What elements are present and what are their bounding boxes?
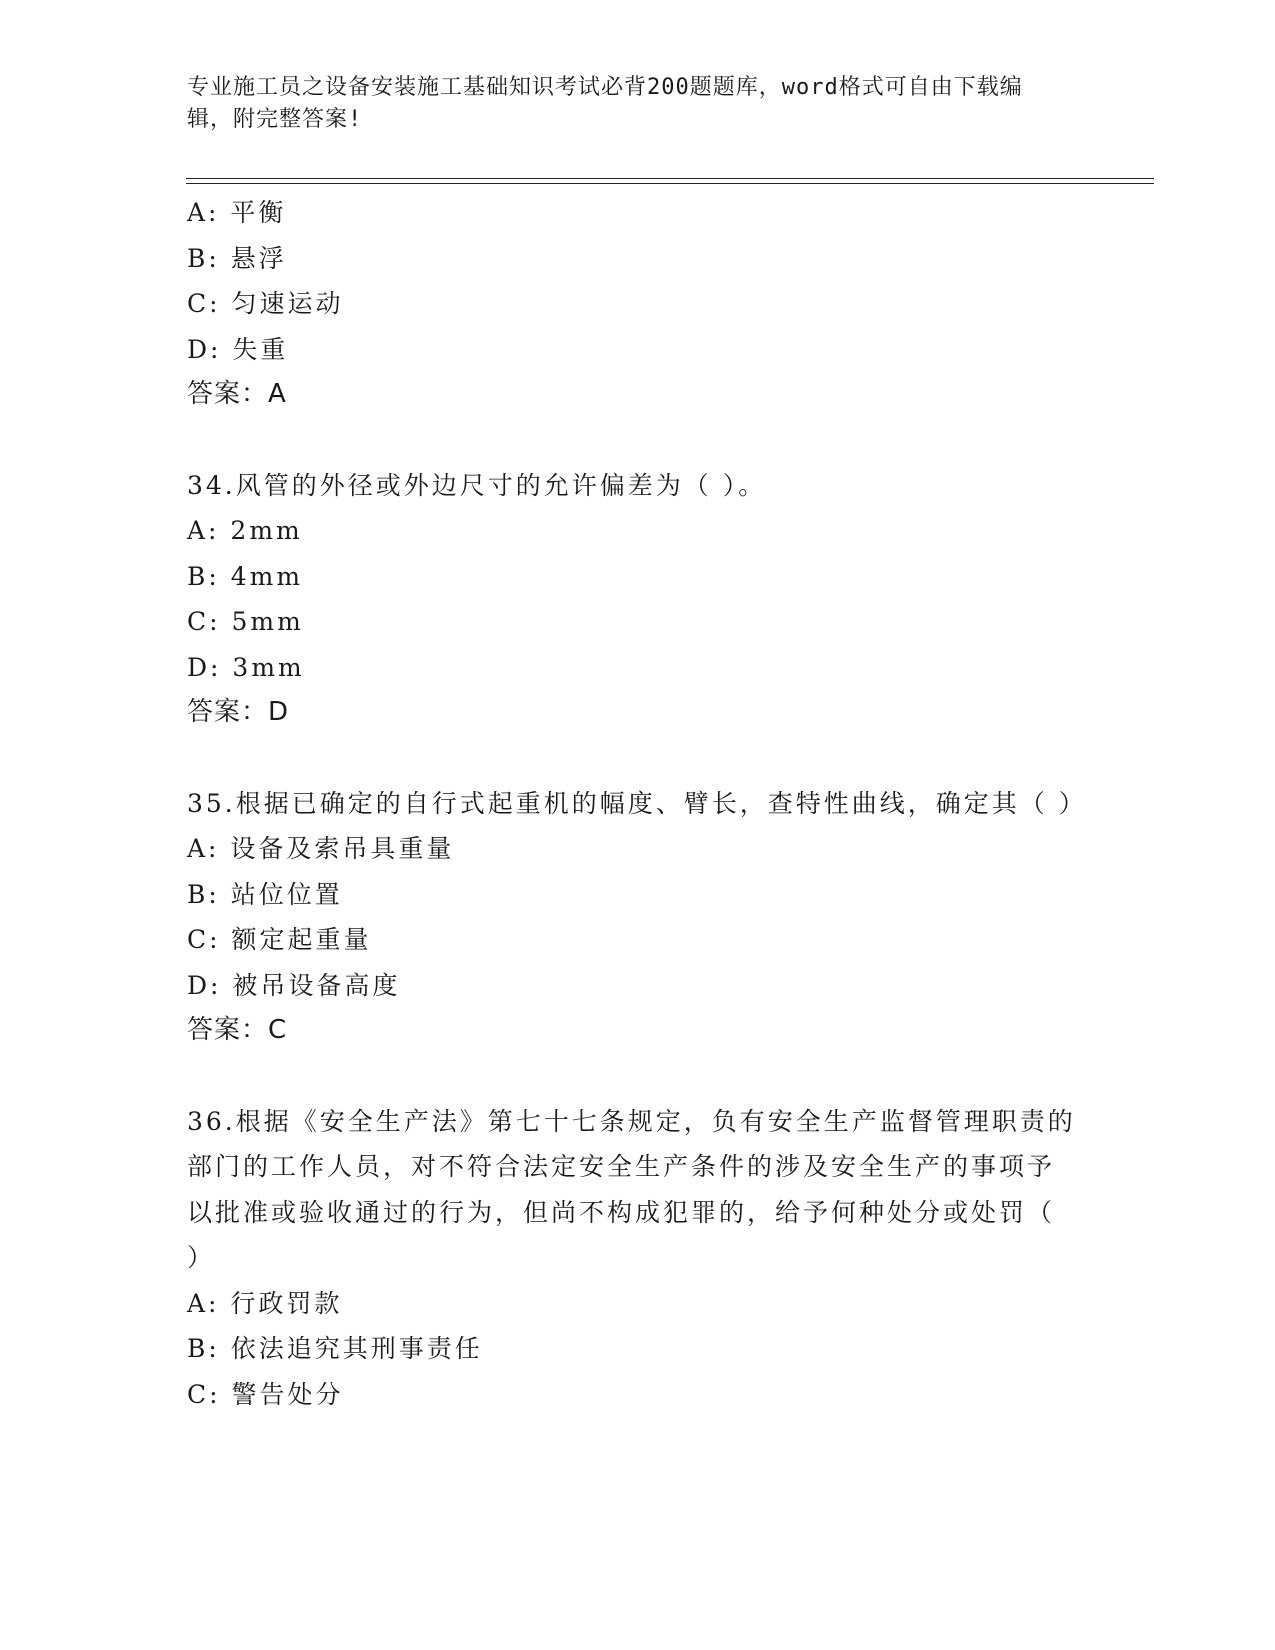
option-a: A: 平衡 bbox=[187, 198, 287, 227]
option-d: D: 3mm bbox=[187, 652, 305, 682]
option-a: A: 行政罚款 bbox=[187, 1288, 343, 1318]
option-c: C: 警告处分 bbox=[187, 1379, 344, 1409]
question-block-33 bbox=[187, 190, 1087, 418]
block-spacer bbox=[187, 418, 1087, 463]
option-d: D: 失重 bbox=[187, 334, 289, 364]
question-text: 34.风管的外径或外边尺寸的允许偏差为（ ）。 bbox=[187, 470, 767, 500]
question-list bbox=[187, 190, 1087, 1417]
question-text: 35.根据已确定的自行式起重机的幅度、臂长，查特性曲线，确定其（ ） bbox=[187, 788, 1087, 818]
option-d: D: 被吊设备高度 bbox=[187, 970, 401, 1000]
header-rule-top bbox=[186, 178, 1154, 179]
document-header: 专业施工员之设备安装施工基础知识考试必背200题题库，word格式可自由下载编辑，附完整答案! bbox=[187, 75, 1023, 132]
option-b: B: 悬浮 bbox=[187, 243, 287, 273]
answer-label: 答案：D bbox=[187, 697, 290, 727]
answer-label: 答案：C bbox=[187, 1015, 288, 1045]
option-b: B: 4mm bbox=[187, 561, 304, 591]
answer-label: 答案：A bbox=[187, 379, 287, 409]
question-block-35 bbox=[187, 781, 1087, 1054]
option-c: C: 5mm bbox=[187, 607, 304, 636]
option-a: A: 设备及索吊具重量 bbox=[187, 834, 455, 863]
question-block-36 bbox=[187, 1099, 1087, 1418]
option-c: C: 匀速运动 bbox=[187, 289, 344, 318]
option-a: A: 2mm bbox=[187, 516, 303, 545]
option-c: C: 额定起重量 bbox=[187, 925, 372, 954]
question-text: 36.根据《安全生产法》第七十七条规定，负有安全生产监督管理职责的部门的工作人员，对不符合法定安全生产条件的涉及安全生产的事项予以批准或验收通过的行为，但尚不构成犯罪的，给予何种处分或处罚（ ） bbox=[187, 1106, 1076, 1272]
option-b: B: 站位位置 bbox=[187, 879, 343, 909]
block-spacer bbox=[187, 736, 1087, 781]
header-rule-bottom bbox=[186, 183, 1154, 184]
block-spacer bbox=[187, 1054, 1087, 1099]
option-b: B: 依法追究其刑事责任 bbox=[187, 1334, 483, 1363]
question-block-34 bbox=[187, 463, 1087, 736]
